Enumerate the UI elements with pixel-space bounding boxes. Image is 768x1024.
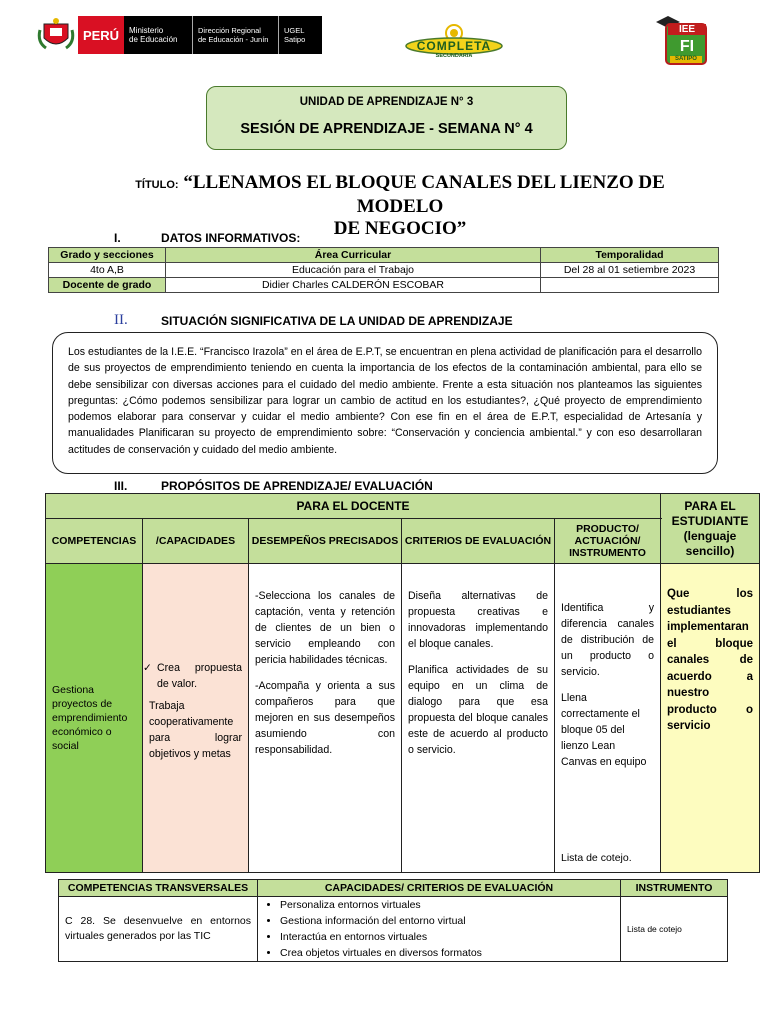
- producto-1: Identifica y diferencia canales de distribución de un producto o servicio.: [561, 602, 654, 678]
- transversales-header-capacidades: CAPACIDADES/ CRITERIOS DE EVALUACIÓN: [258, 880, 621, 897]
- regional-label: Dirección Regional de Educación - Junín: [192, 16, 278, 54]
- section2-number: II.: [114, 312, 128, 328]
- list-item: • Crea objetos virtuales en diversos formatos: [280, 945, 620, 961]
- datos-docente-label: Docente de grado: [49, 278, 166, 293]
- table-row: [46, 494, 760, 519]
- table-row: [49, 278, 719, 293]
- table-row: [49, 263, 719, 278]
- section3-title: PROPÓSITOS DE APRENDIZAJE/ EVALUACIÓN: [161, 479, 433, 493]
- transversal-instrumento: Lista de cotejo: [621, 897, 728, 962]
- capacidad-1-text: Crea propuesta de valor.: [157, 662, 242, 690]
- table-row: [59, 897, 728, 962]
- producto-3: Lista de cotejo.: [561, 852, 632, 864]
- datos-header-temporalidad: Temporalidad: [541, 248, 719, 263]
- lenguaje-sencillo-label: (lenguaje sencillo): [683, 528, 737, 558]
- transversales-header-competencias: COMPETENCIAS TRANSVERSALES: [59, 880, 258, 897]
- datos-docente-name: Didier Charles CALDERÓN ESCOBAR: [166, 278, 541, 293]
- datos-grado: 4to A,B: [49, 263, 166, 278]
- jornada-completa-logo: [404, 22, 504, 60]
- center-logo-text: COMPLETA: [416, 39, 492, 53]
- datos-header-area: Área Curricular: [166, 248, 541, 263]
- transversales-header-instrumento: INSTRUMENTO: [621, 880, 728, 897]
- producto-2: Llena correctamente el bloque 05 del lienzo Lean Canvas en equipo: [561, 692, 647, 768]
- desempeno-1: -Selecciona los canales de captación, venta y retención de clientes de un bien o servicio empleando con pericia habilidades técnicas.: [255, 590, 395, 666]
- title-label: TÍTULO:: [135, 179, 179, 191]
- ugel-label: UGEL Satipo: [278, 16, 322, 54]
- criterio-2: Planifica actividades de su equipo en un clima de dialogo para que esa propuesta del bloque canales este de acuerdo al producto o servicio.: [408, 664, 548, 756]
- col-producto: PRODUCTO/ ACTUACIÓN/ INSTRUMENTO: [555, 519, 661, 564]
- col-criterios: CRITERIOS DE EVALUACIÓN: [402, 519, 555, 564]
- section2-title: SITUACIÓN SIGNIFICATIVA DE LA UNIDAD DE APRENDIZAJE: [161, 314, 513, 328]
- datos-temporalidad: Del 28 al 01 setiembre 2023: [541, 263, 719, 278]
- table-row: [59, 880, 728, 897]
- section1-number: I.: [114, 231, 121, 245]
- criterios-cell: [402, 564, 555, 873]
- peru-label: PERÚ: [78, 16, 124, 54]
- situacion-box: [52, 332, 718, 474]
- producto-cell: [555, 564, 661, 873]
- capacidades-cell: [143, 564, 249, 873]
- national-shield-logo: [34, 16, 78, 54]
- list-item: • Gestiona información del entorno virtual: [280, 913, 620, 929]
- check-icon: ✓: [143, 662, 152, 674]
- capacidades-list: [258, 897, 620, 961]
- transversales-table: [58, 879, 728, 962]
- peru-ministry-logo: [34, 16, 322, 54]
- center-logo-sub: SECUNDARIA: [435, 53, 473, 59]
- school-logo-bottom: SATIPO: [675, 56, 697, 62]
- col-desempenos: DESEMPEÑOS PRECISADOS: [249, 519, 402, 564]
- title-line1: “LLENAMOS EL BLOQUE CANALES DEL LIENZO DE MODELO: [183, 172, 665, 217]
- school-logo-top: IEE: [668, 24, 706, 35]
- table-row: [49, 248, 719, 263]
- section3-number: III.: [114, 479, 128, 493]
- unit-box: [206, 86, 567, 150]
- unit-title: UNIDAD DE APRENDIZAJE N° 3: [299, 96, 474, 108]
- table-row: [46, 564, 760, 873]
- capacidad-2: Trabaja cooperativamente para lograr objetivos y metas: [149, 700, 242, 760]
- session-heading: [100, 172, 700, 240]
- col-capacidades: /CAPACIDADES: [143, 519, 249, 564]
- estudiante-text: Que los estudiantes implementaran el bloque canales de acuerdo a nuestro producto o servicio: [667, 588, 753, 732]
- list-item: • Personaliza entornos virtuales: [280, 897, 620, 913]
- datos-table: [48, 247, 719, 293]
- capacidad-1: [143, 660, 242, 692]
- section1-title: DATOS INFORMATIVOS:: [161, 231, 301, 245]
- school-logo: [654, 12, 708, 68]
- transversal-competencia: C 28. Se desenvuelve en entornos virtuales generados por las TIC: [59, 897, 258, 962]
- datos-area: Educación para el Trabajo: [166, 263, 541, 278]
- title-line2: DE NEGOCIO”: [333, 218, 467, 239]
- estudiante-cell: [661, 564, 760, 873]
- school-logo-mid: FI: [679, 38, 695, 55]
- para-estudiante-header: [661, 494, 760, 564]
- competencia-cell: Gestiona proyectos de emprendimiento económico o social: [46, 564, 143, 873]
- propositos-table: [45, 493, 760, 873]
- col-competencias: COMPETENCIAS: [46, 519, 143, 564]
- desempenos-cell: [249, 564, 402, 873]
- para-docente-header: PARA EL DOCENTE: [46, 494, 661, 519]
- table-row: [46, 519, 760, 564]
- transversal-capacidades: [258, 897, 621, 962]
- para-estudiante-label: PARA EL ESTUDIANTE: [671, 498, 749, 528]
- datos-header-grado: Grado y secciones: [49, 248, 166, 263]
- ministry-label: Ministerio de Educación: [124, 16, 192, 54]
- datos-empty: [541, 278, 719, 293]
- list-item: • Interactúa en entornos virtuales: [280, 929, 620, 945]
- criterio-1: Diseña alternativas de propuesta creativas e innovadoras implementando el bloque canales.: [408, 590, 548, 650]
- session-title: SESIÓN DE APRENDIZAJE - SEMANA N° 4: [240, 121, 533, 137]
- desempeno-2: -Acompaña y orienta a sus compañeros para que mejoren en sus desempeños asumiendo con responsabilidad.: [255, 680, 395, 756]
- situacion-text: Los estudiantes de la I.E.E. “Francisco Irazola” en el área de E.P.T, se encuentran en plena actividad de planificación para el desarrollo de sus proyectos de emprendimiento teniendo en cuenta la importancia de los efectos de la contaminación ambiental, para ello se debe sensibilizar con diversas acciones para el cuidado del medio ambiente. Frente a esta situación nos planteamos las siguientes preguntas: ¿Cómo podemos sensibilizar para lograr un cambio de actitud en los estudiantes?, ¿Qué proyecto de emprendimiento podemos elaborar para conservar y cuidar el medio ambiente? Con ese fin en el área de E.P.T, especialidad de Artesanía y manualidades Planificaran su proyecto de emprendimiento sobre: “Conservación y conciencia ambiental.” y con eso desarrollaran actitudes de conservación y cuidado del medio ambiente.: [68, 346, 702, 456]
